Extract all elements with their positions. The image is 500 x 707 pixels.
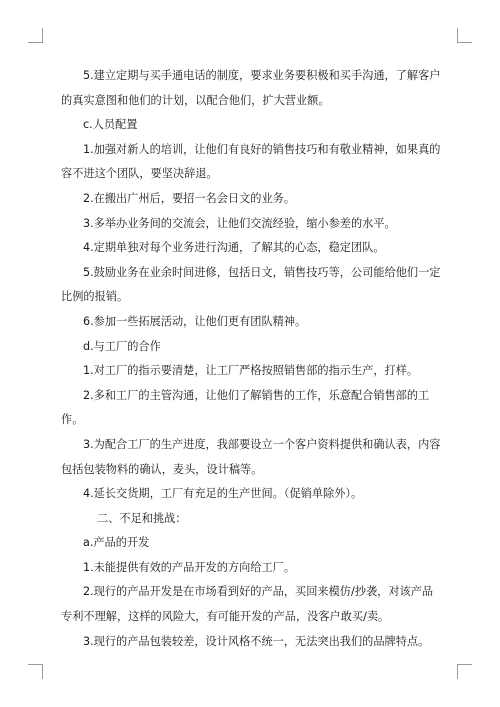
paragraph: 3.多举办业务间的交流会，让他们交流经验，缩小参差的水平。 [83,216,396,230]
paragraph: 4.延长交货期，工厂有充足的生产世间。（促销单除外）。 [83,487,363,501]
paragraph: 2.在搬出广州后，要招一名会日文的业务。 [83,191,296,205]
paragraph: 5.鼓励业务在业余时间进修，包括日文，销售技巧等，公司能给他们一定比例的报销。 [61,265,441,304]
paragraph: 1.未能提供有效的产品开发的方向给工厂。 [83,560,296,574]
paragraph: 5.建立定期与买手通电话的制度，要求业务要积极和买手沟通，了解客户的真实意图和他们的计划，以配合他们，扩大营业额。 [61,69,441,107]
crop-mark-bottom-right [457,664,472,679]
paragraph: 1.对工厂的指示要清楚，让工厂严格按照销售部的指示生产，打样。 [83,364,419,378]
paragraph: 6.参加一些拓展活动，让他们更有团队精神。 [83,314,307,328]
crop-mark-top-left [28,28,43,43]
crop-mark-top-right [457,28,472,43]
paragraph: 3.为配合工厂的生产进度，我部要设立一个客户资料提供和确认表，内容包括包装物料的确认，麦头，设计稿等。 [61,437,441,476]
section-heading: d.与工厂的合作 [83,339,161,353]
crop-mark-bottom-left [28,664,43,679]
paragraph: 2.多和工厂的主管沟通，让他们了解销售的工作，乐意配合销售部的工作。 [61,388,430,427]
paragraph: 3.现行的产品包装较差，设计风格不统一，无法突出我们的品牌特点。 [83,634,430,648]
paragraph: 4.定期单独对每个业务进行沟通，了解其的心态，稳定团队。 [83,241,385,255]
document-body [61,64,441,654]
paragraph: 1.加强对新人的培训，让他们有良好的销售技巧和有敬业精神，如果真的容不进这个团队，要坚决辞退。 [61,142,441,181]
paragraph: 2.现行的产品开发是在市场看到好的产品，买回来模仿/抄袭，对该产品专利不理解，这样的风险大，有可能开发的产品，没客户敢买/卖。 [61,585,434,624]
section-heading: a.产品的开发 [83,536,150,550]
section-heading: c.人员配置 [83,118,138,132]
chapter-heading: 二、不足和挑战： [97,511,187,525]
